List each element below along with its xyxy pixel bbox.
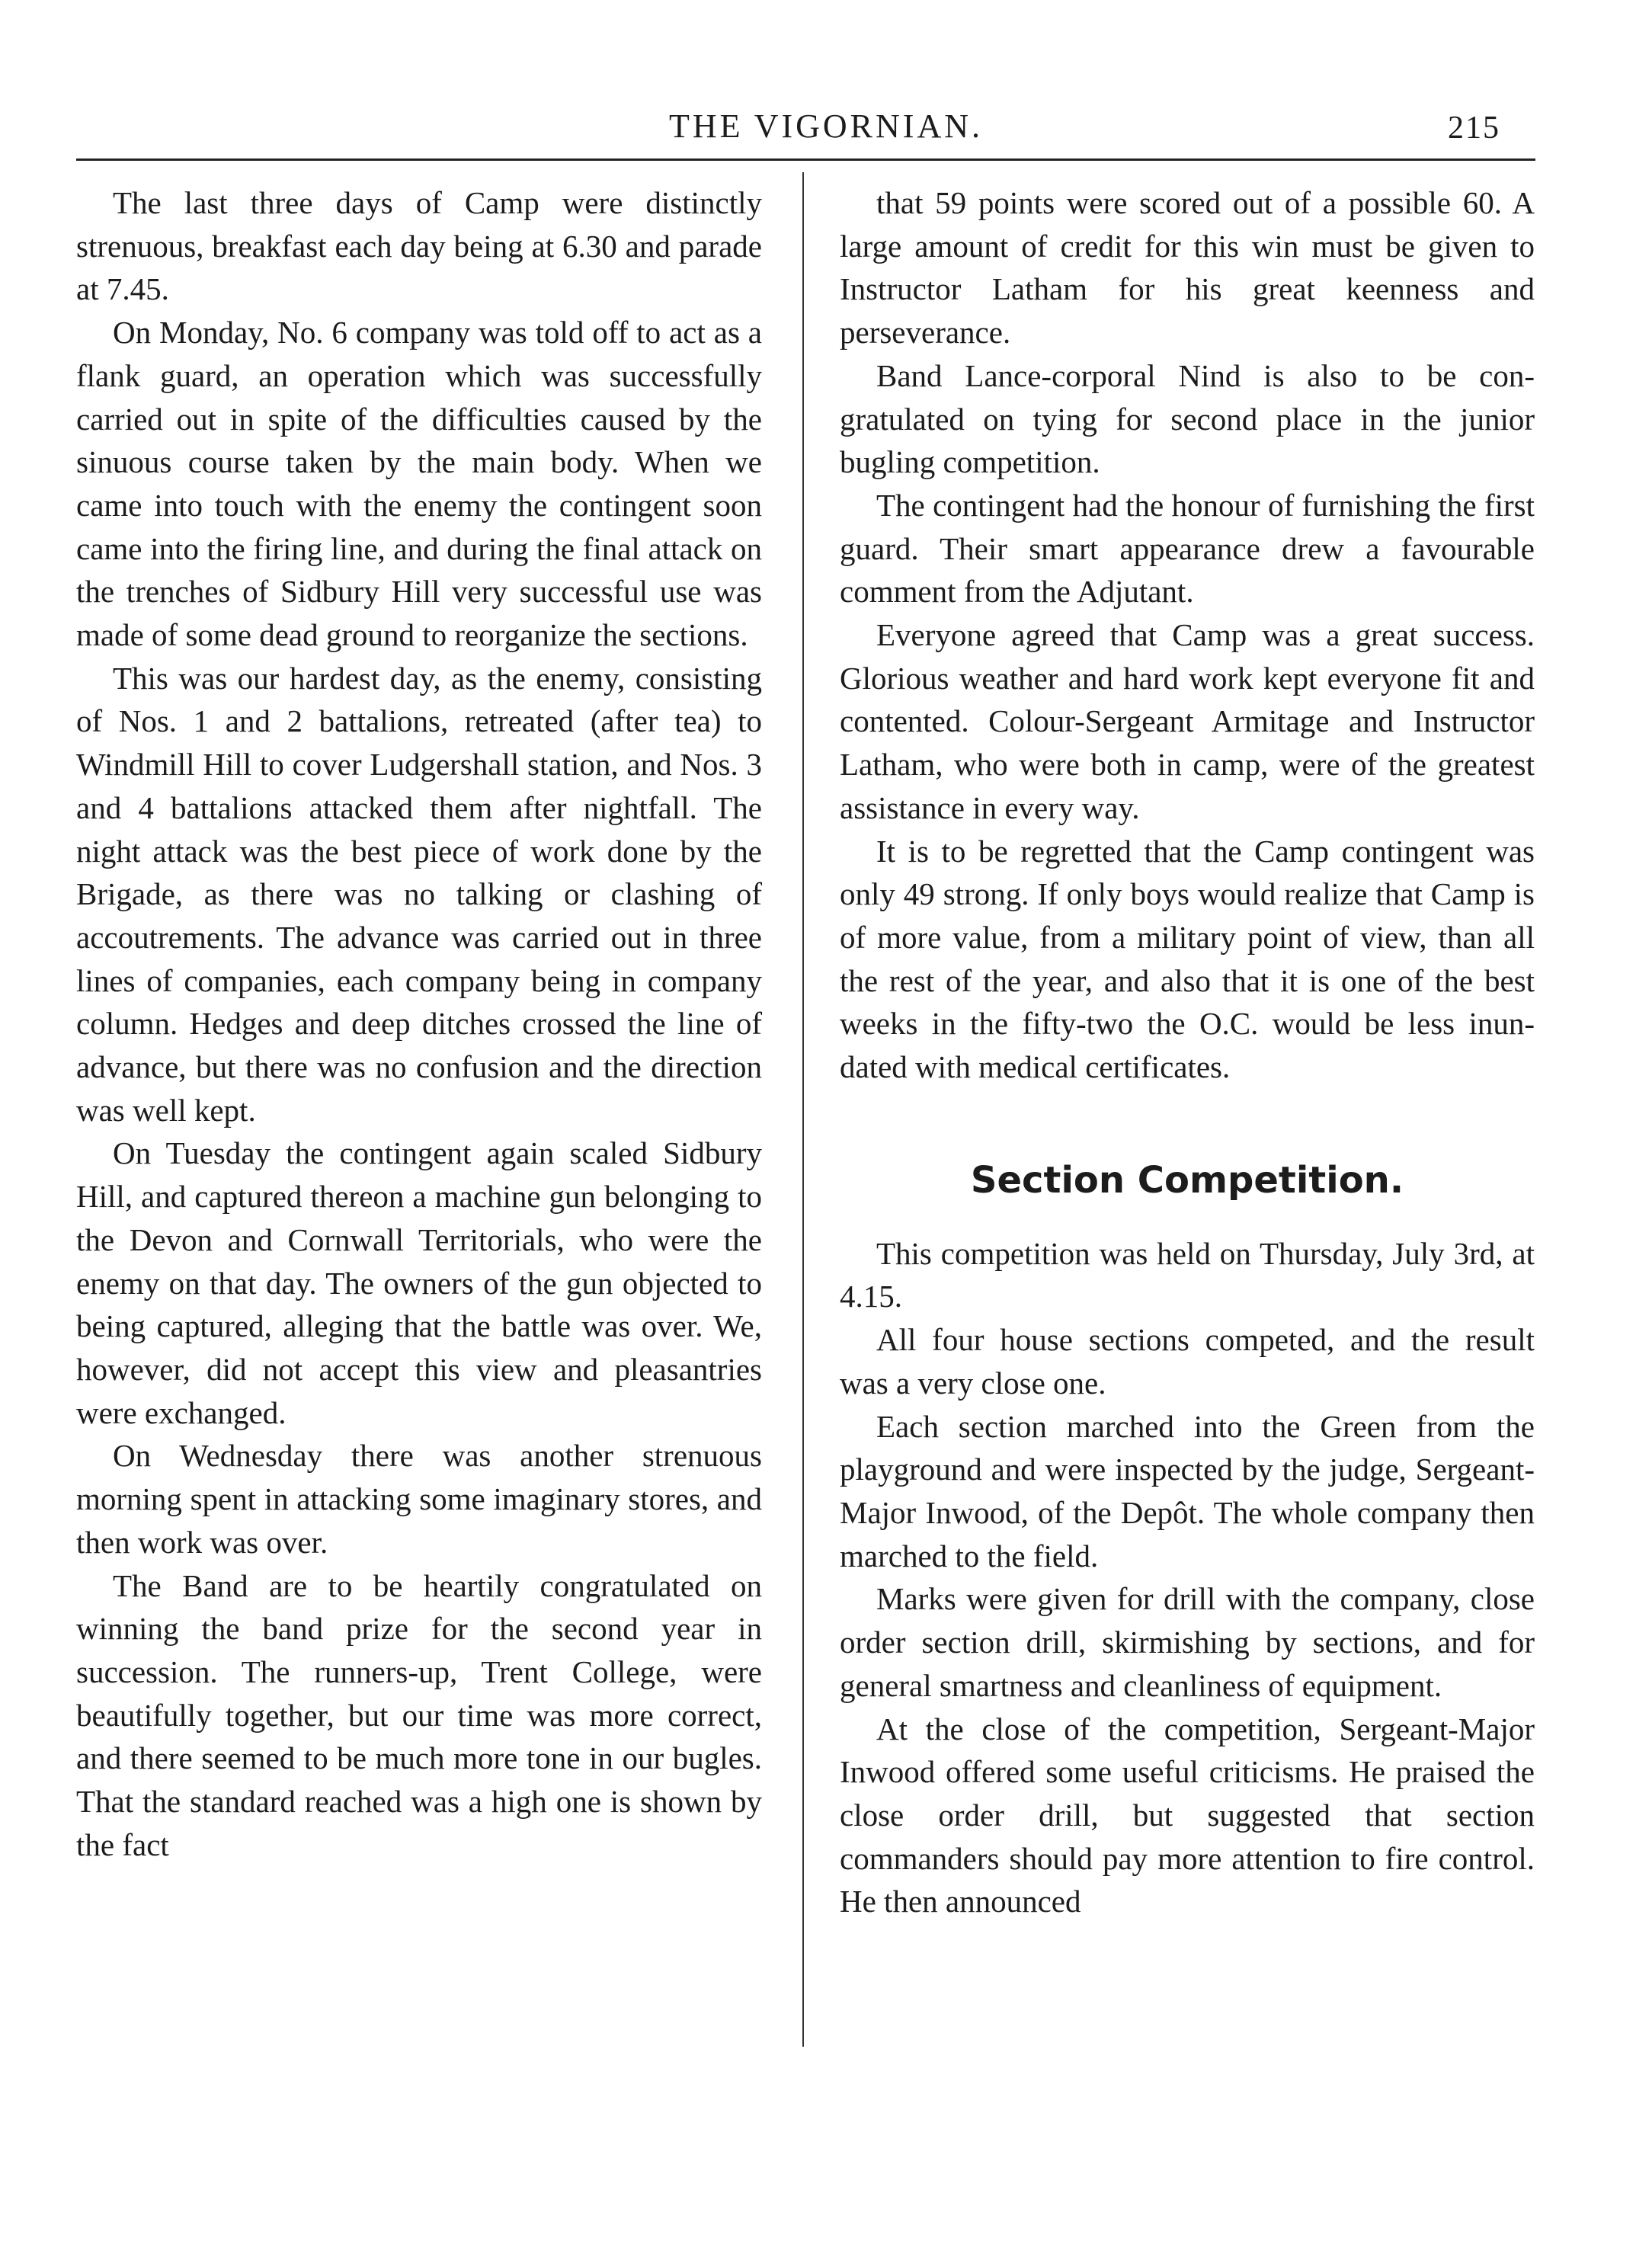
paragraph: Each section marched into the Green from the playground and were inspected by the judge, Sergeant-Major Inwood, of the Depôt. The whole company then marched to the field. (840, 1408, 1535, 1574)
paragraph: Marks were given for drill with the company, close order section drill, skirmishing by sections, and for general smartness and cleanliness of equipment. (840, 1581, 1535, 1703)
paragraph: This was our hardest day, as the enemy, consisting of Nos. 1 and 2 battalions, retreated (after tea) to Windmill Hill to cover Ludgershall station, and Nos. 3 and 4 battalions attacked them after nightfall. The night attack was the best piece of work done by the Brigade, as there was no talking or clashing of accoutrements. The advance was carried out in three lines of companies, each company being in company column. Hedges and deep ditches crossed the line of advance, but there was no confusion and the direction was well kept. (76, 660, 762, 1128)
paragraph: It is to be regretted that the Camp contingent was only 49 strong. If only boys would realize that Camp is of more value, from a military point of view, than all the rest of the year, and also that it is one of the best weeks in the fifty-two the O.C. would be less inundated with medical certificates. (840, 833, 1535, 1085)
section-heading: Section Competition. (970, 1158, 1404, 1202)
paragraph: that 59 points were scored out of a possible 60. A large amount of credit for this win must be given to Instructor Latham for his great keenness and perseverance. (840, 185, 1535, 351)
left-column (76, 181, 762, 1866)
column-divider (802, 172, 804, 2047)
paragraph: On Monday, No. 6 company was told off to act as a flank guard, an operation which was successfully carried out in spite of the difficulties caused by the sinuous course taken by the main body. When we came into touch with the enemy the contingent soon came into the firing line, and during the final attack on the trenches of Sidbury Hill very successful use was made of some dead ground to reorganize the sections. (76, 315, 762, 653)
paragraph: All four house sections competed, and the result was a very close one. (840, 1322, 1535, 1401)
paragraph: Everyone agreed that Camp was a great success. Glorious weather and hard work kept everyone fit and contented. Colour-Sergeant Armitage and Instructor Latham, who were both in camp, were of the greatest assistance in every way. (840, 617, 1535, 825)
paragraph: The Band are to be heartily congratulated on winning the band prize for the second year in succession. The runners-up, Trent College, were beautifully together, but our time was more correct, and there seemed to be much more tone in our bugles. That the standard reached was a high one is shown by the fact (76, 1567, 762, 1862)
paragraph: Band Lance-corporal Nind is also to be congratulated on tying for second place in the junior bugling competition. (840, 357, 1535, 480)
paragraph: At the close of the competition, Sergeant-Major Inwood offered some useful criticisms. He praised the close order drill, but suggested that section commanders should pay more attention to fire control. He then announced (840, 1711, 1535, 1919)
page-number: 215 (1448, 110, 1500, 146)
paragraph: This competition was held on Thursday, July 3rd, at 4.15. (840, 1235, 1535, 1314)
paragraph: The contingent had the honour of furnishing the first guard. Their smart appearance drew a favourable comment from the Adjutant. (840, 487, 1535, 610)
page-header-title: THE VIGORNIAN. (668, 107, 984, 145)
paragraph: On Wednesday there was another strenuous morning spent in attacking some imaginary stores, and then work was over. (76, 1438, 762, 1560)
header-rule (76, 158, 1535, 161)
paragraph: The last three days of Camp were distinctly strenuous, breakfast each day being at 6.30 and parade at 7.45. (76, 185, 762, 307)
right-column (840, 181, 1535, 1923)
paragraph: On Tuesday the contingent again scaled Sidbury Hill, and captured thereon a machine gun belonging to the Devon and Cornwall Territorials, who were the enemy on that day. The owners of the gun objected to being captured, alleging that the battle was over. We, however, did not accept this view and pleasantries were exchanged. (76, 1135, 762, 1430)
